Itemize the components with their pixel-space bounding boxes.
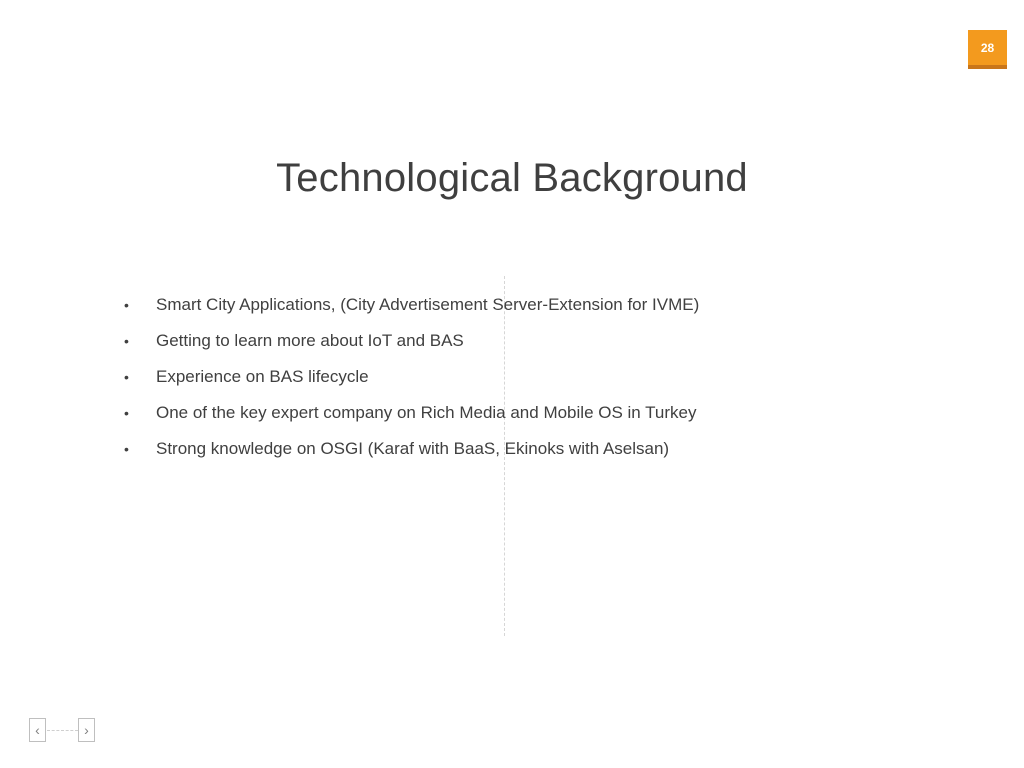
bullet-text: Experience on BAS lifecycle — [156, 367, 369, 386]
slide-title: Technological Background — [276, 156, 748, 200]
slide-navigation — [29, 718, 99, 744]
navigation-connector — [47, 730, 78, 731]
bullet-text: Smart City Applications, (City Advertisement Server-Extension for IVME) — [156, 295, 700, 314]
list-item — [124, 328, 699, 364]
bullet-icon: • — [124, 333, 129, 349]
previous-slide-button[interactable] — [29, 718, 46, 742]
chevron-left-icon: ‹ — [35, 722, 40, 738]
bullet-icon: • — [124, 297, 129, 313]
bullet-text: Getting to learn more about IoT and BAS — [156, 331, 464, 350]
next-slide-button[interactable] — [78, 718, 95, 742]
list-item — [124, 436, 699, 472]
bullet-list — [124, 292, 699, 472]
bullet-text: Strong knowledge on OSGI (Karaf with BaaS, Ekinoks with Aselsan) — [156, 439, 670, 458]
chevron-right-icon: › — [84, 722, 89, 738]
bullet-icon: • — [124, 369, 129, 385]
bullet-icon: • — [124, 441, 129, 457]
page-number: 28 — [980, 40, 995, 55]
bullet-text: One of the key expert company on Rich Media and Mobile OS in Turkey — [156, 403, 697, 422]
bullet-icon: • — [124, 405, 129, 421]
list-item — [124, 400, 699, 436]
list-item — [124, 364, 699, 400]
list-item — [124, 292, 699, 328]
page-number-badge — [968, 30, 1007, 69]
